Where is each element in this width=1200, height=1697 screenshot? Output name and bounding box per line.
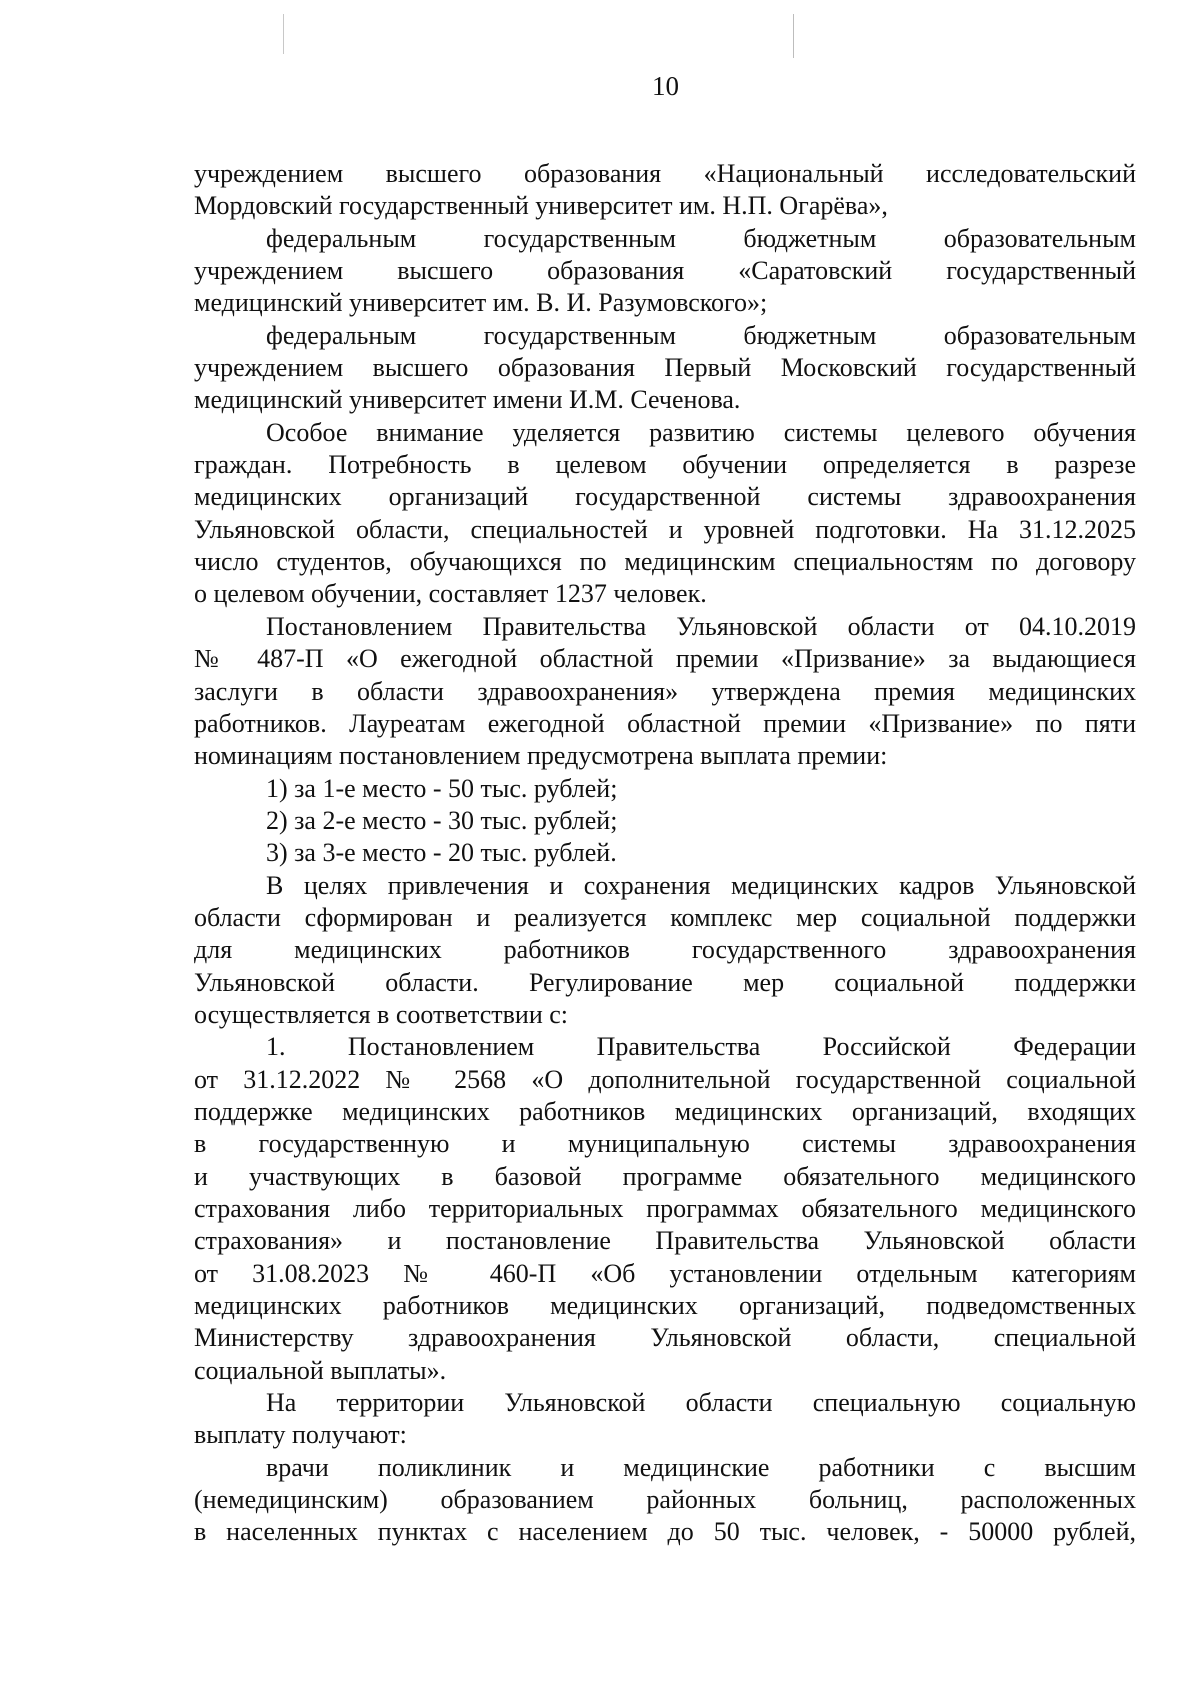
text-line: врачи поликлиник и медицинские работники с высшим <box>266 1452 1136 1482</box>
text-line: социальной выплаты». <box>194 1355 447 1385</box>
text-line: В целях привлечения и сохранения медицинских кадров Ульяновской <box>266 870 1136 900</box>
text-line: медицинский университет имени И.М. Сеченова. <box>194 385 741 415</box>
text-line: страхования либо территориальных программах обязательного медицинского <box>194 1194 1136 1223</box>
text-line: области сформирован и реализуется комплекс мер социальной поддержки <box>194 902 1136 932</box>
text-line: Особое внимание уделяется развитию системы целевого обучения <box>266 417 1136 447</box>
text-line: На территории Ульяновской области специальную социальную <box>266 1388 1136 1418</box>
text-line: Ульяновской области. Регулирование мер социальной поддержки <box>194 967 1136 997</box>
document-body-text <box>194 158 1136 1549</box>
text-line: 2) за 2-е место - 30 тыс. рублей; <box>266 805 618 835</box>
text-line: 1. Постановлением Правительства Российской Федерации <box>266 1032 1136 1062</box>
text-line: медицинских организаций государственной системы здравоохранения <box>194 482 1136 512</box>
text-line: (немедицинским) образованием районных больниц, расположенных <box>194 1485 1136 1515</box>
text-line: от 31.08.2023 № 460-П «Об установлении отдельным категориям <box>194 1258 1136 1288</box>
text-line: № 487-П «О ежегодной областной премии «Призвание» за выдающиеся <box>194 644 1136 674</box>
text-line: Министерству здравоохранения Ульяновской области, специальной <box>194 1323 1136 1353</box>
text-line: 1) за 1-е место - 50 тыс. рублей; <box>266 773 618 803</box>
text-line: заслуги в области здравоохранения» утверждена премия медицинских <box>194 676 1136 706</box>
text-line: 3) за 3-е место - 20 тыс. рублей. <box>266 838 617 868</box>
scan-artifact-line <box>793 14 794 58</box>
text-line: от 31.12.2022 № 2568 «О дополнительной государственной социальной <box>194 1064 1136 1094</box>
text-line: медицинский университет им. В. И. Разумовского»; <box>194 288 768 318</box>
text-line: поддержке медицинских работников медицинских организаций, входящих <box>194 1096 1136 1126</box>
scan-artifact-line <box>283 14 284 54</box>
text-line: Ульяновской области, специальностей и уровней подготовки. На 31.12.2025 <box>194 514 1136 544</box>
text-line: Мордовский государственный университет им. Н.П. Огарёва», <box>194 191 888 221</box>
text-line: Постановлением Правительства Ульяновской области от 04.10.2019 <box>266 611 1136 641</box>
text-line: о целевом обучении, составляет 1237 человек. <box>194 579 707 609</box>
text-line: работников. Лауреатам ежегодной областной премии «Призвание» по пяти <box>194 708 1136 738</box>
page-number: 10 <box>652 71 679 101</box>
text-line: федеральным государственным бюджетным образовательным <box>266 320 1136 350</box>
text-line: число студентов, обучающихся по медицинским специальностям по договору <box>194 547 1136 577</box>
text-line: в государственную и муниципальную системы здравоохранения <box>194 1129 1136 1159</box>
text-line: в населенных пунктах с населением до 50 тыс. человек, - 50000 рублей, <box>194 1517 1136 1547</box>
text-line: учреждением высшего образования «Национальный исследовательский <box>194 159 1136 188</box>
text-line: осуществляется в соответствии с: <box>194 999 568 1029</box>
text-line: страхования» и постановление Правительства Ульяновской области <box>194 1226 1136 1256</box>
text-line: номинациям постановлением предусмотрена выплата премии: <box>194 741 888 771</box>
text-line: и участвующих в базовой программе обязательного медицинского <box>194 1161 1136 1191</box>
text-line: для медицинских работников государственного здравоохранения <box>194 935 1136 965</box>
text-line: граждан. Потребность в целевом обучении определяется в разрезе <box>194 450 1136 480</box>
text-line: медицинских работников медицинских организаций, подведомственных <box>194 1291 1136 1321</box>
text-line: учреждением высшего образования Первый Московский государственный <box>194 353 1136 383</box>
text-line: федеральным государственным бюджетным образовательным <box>266 223 1136 253</box>
text-line: учреждением высшего образования «Саратовский государственный <box>194 256 1136 286</box>
text-line: выплату получают: <box>194 1420 407 1450</box>
